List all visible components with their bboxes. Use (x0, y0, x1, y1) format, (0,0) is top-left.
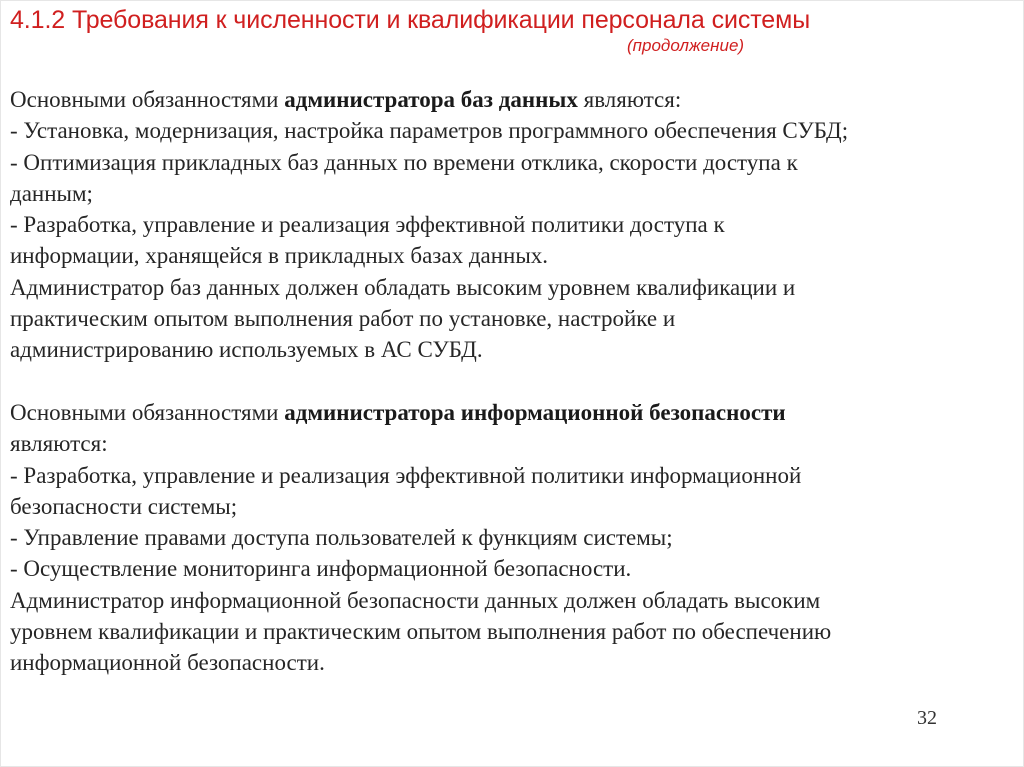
page-number: 32 (917, 707, 937, 729)
db-admin-duty-2b: данным; (10, 180, 93, 206)
db-admin-duty-1: - Установка, модернизация, настройка параметров программного обеспечения СУБД; (10, 118, 849, 144)
db-admin-role: администратора баз данных (284, 87, 578, 112)
sec-admin-duty-1b: безопасности системы; (10, 493, 238, 519)
sec-admin-intro (10, 397, 1010, 428)
db-admin-intro-post: являются: (577, 87, 682, 112)
db-admin-duty-3b: информации, хранящейся в прикладных базах данных. (10, 243, 549, 269)
sec-admin-qualification-a: Администратор информационной безопасности данных должен обладать высоким (10, 587, 821, 613)
sec-admin-intro-post: являются: (10, 431, 108, 457)
db-admin-qualification-b: практическим опытом выполнения работ по установке, настройке и (10, 306, 676, 332)
slide-title: 4.1.2 Требования к численности и квалификации персонала системы (10, 6, 811, 34)
sec-admin-qualification-b: уровнем квалификации и практическим опытом выполнения работ по обеспечению (10, 619, 832, 645)
db-admin-duty-3a: - Разработка, управление и реализация эффективной политики доступа к (10, 212, 725, 238)
slide-subtitle: (продолжение) (627, 36, 745, 55)
db-admin-duty-2a: - Оптимизация прикладных баз данных по времени отклика, скорости доступа к (10, 149, 798, 175)
db-admin-qualification-a: Администратор баз данных должен обладать высоким уровнем квалификации и (10, 274, 796, 300)
slide-body (10, 84, 1010, 679)
db-admin-qualification-c: администрированию используемых в АС СУБД. (10, 337, 483, 363)
sec-admin-duty-2: - Управление правами доступа пользователей к функциям системы; (10, 525, 673, 551)
db-admin-intro (10, 84, 1010, 115)
sec-admin-duty-1a: - Разработка, управление и реализация эффективной политики информационной (10, 462, 802, 488)
db-admin-intro-pre: Основными обязанностями (10, 87, 285, 112)
sec-admin-role: администратора информационной безопасности (284, 399, 786, 425)
sec-admin-duty-3: - Осуществление мониторинга информационной безопасности. (10, 556, 632, 582)
section-spacer (10, 366, 1010, 397)
sec-admin-intro-pre: Основными обязанностями (10, 399, 285, 425)
sec-admin-qualification-c: информационной безопасности. (10, 650, 325, 676)
